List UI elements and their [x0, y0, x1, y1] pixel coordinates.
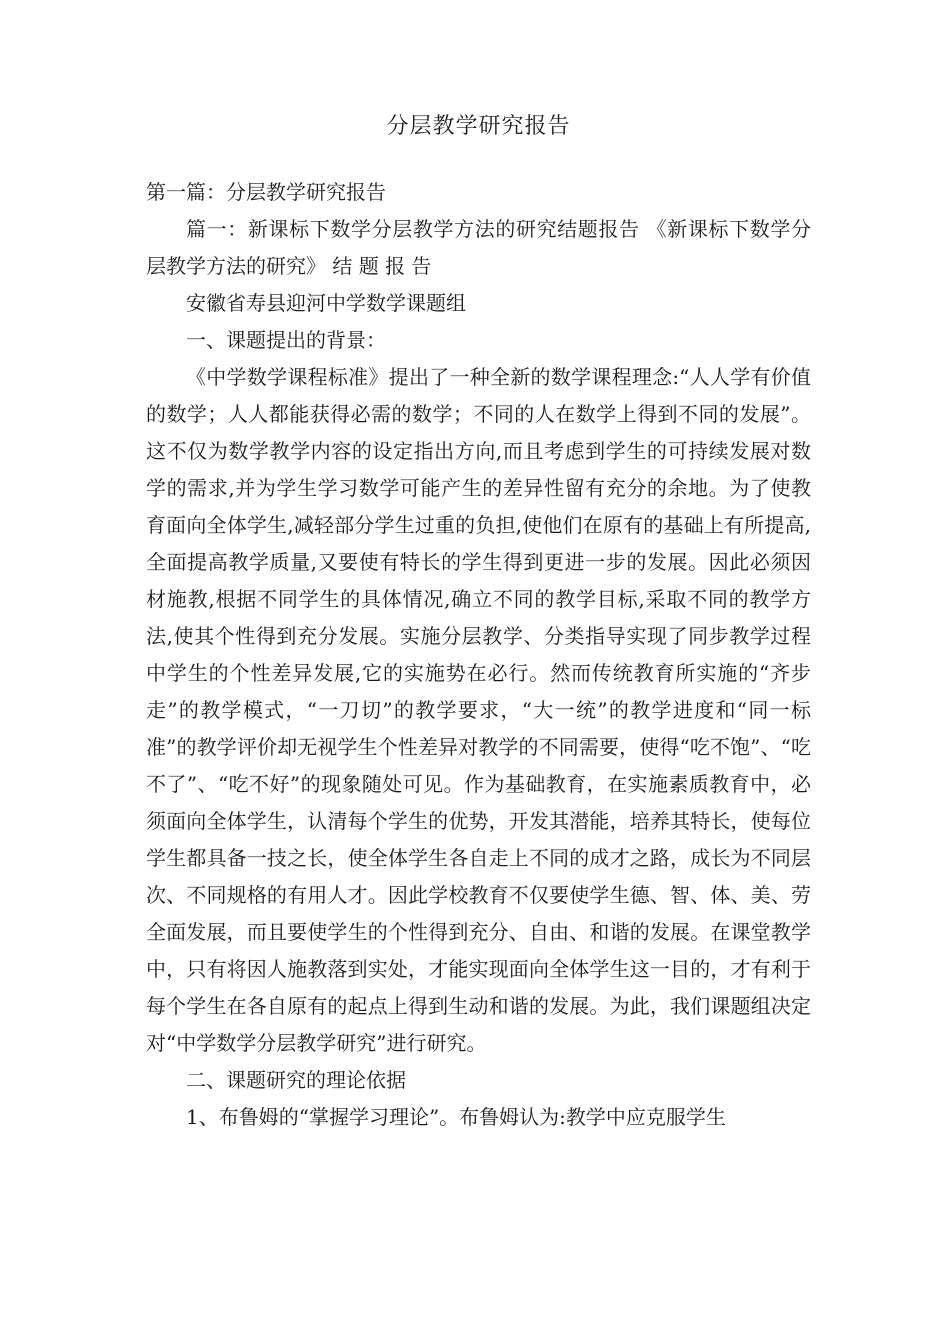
- paragraph-heading-part-one: 第一篇：分层教学研究报告: [146, 180, 386, 204]
- paragraph-author-group: 安徽省寿县迎河中学数学课题组: [186, 291, 466, 315]
- section-heading-theory: 二、课题研究的理论依据: [186, 1068, 406, 1092]
- paragraph-report-title: 篇一：新课标下数学分层教学方法的研究结题报告 《新课标下数学分层教学方法的研究》 结 题 报 告: [146, 217, 811, 278]
- paragraph-theory-body: 1、布鲁姆的“掌握学习理论”。布鲁姆认为:教学中应克服学生: [186, 1105, 726, 1129]
- document-page: [146, 110, 811, 1136]
- document-title: 分层教学研究报告: [386, 114, 571, 139]
- paragraph-background-body: 《中学数学课程标准》提出了一种全新的数学课程理念:“人人学有价值的数学；人人都能获得必需的数学；不同的人在数学上得到不同的发展”。这不仅为数学教学内容的设定指出方向,而且考虑到学生的可持续发展对数学的需求,并为学生学习数学可能产生的差异性留有充分的余地。为了使教育面向全体学生,减轻部分学生过重的负担,使他们在原有的基础上有所提高,全面提高教学质量,又要使有特长的学生得到更进一步的发展。因此必须因材施教,根据不同学生的具体情况,确立不同的教学目标,采取不同的教学方法,使其个性得到充分发展。实施分层教学、分类指导实现了同步教学过程中学生的个性差异发展,它的实施势在必行。然而传统教育所实施的“齐步走”的教学模式，“一刀切”的教学要求，“大一统”的教学进度和“同一标准”的教学评价却无视学生个性差异对教学的不同需要，使得“吃不饱”、“吃不了”、“吃不好”的现象随处可见。作为基础教育，在实施素质教育中，必须面向全体学生，认清每个学生的优势，开发其潜能，培养其特长，使每位学生都具备一技之长，使全体学生各自走上不同的成才之路，成长为不同层次、不同规格的有用人才。因此学校教育不仅要使学生德、智、体、美、劳全面发展，而且要使学生的个性得到充分、自由、和谐的发展。在课堂教学中，只有将因人施教落到实处，才能实现面向全体学生这一目的，才有利于每个学生在各自原有的起点上得到生动和谐的发展。为此，我们课题组决定对“中学数学分层教学研究”进行研究。: [146, 365, 811, 1055]
- section-heading-background: 一、课题提出的背景：: [186, 328, 386, 352]
